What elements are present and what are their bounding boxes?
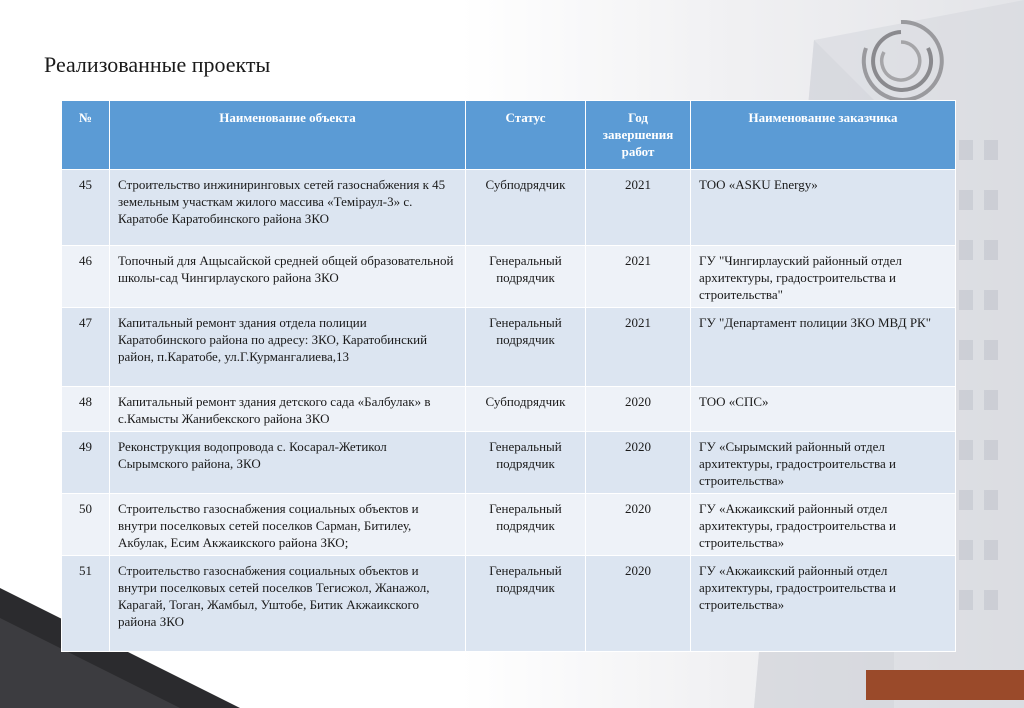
row-customer: ГУ "Департамент полиции ЗКО МВД РК": [691, 308, 956, 387]
row-num: 49: [62, 432, 110, 494]
projects-table: [61, 100, 956, 652]
row-status: Субподрядчик: [466, 387, 586, 432]
row-status: Генеральный подрядчик: [466, 494, 586, 556]
row-name: Топочный для Ащысайской средней общей образовательной школы-сад Чингирлауского района ЗКО: [110, 246, 466, 308]
row-year: 2021: [586, 170, 691, 246]
row-name: Реконструкция водопровода с. Косарал-Жетикол Сырымского района, ЗКО: [110, 432, 466, 494]
table-row: [62, 246, 956, 308]
header-status: Статус: [466, 101, 586, 170]
row-name: Строительство газоснабжения социальных объектов и внутри поселковых сетей поселков Сарман, Битилеу, Акбулак, Есим Акжаикского района ЗКО;: [110, 494, 466, 556]
row-num: 48: [62, 387, 110, 432]
circle-logo-icon: [858, 18, 944, 104]
row-year: 2020: [586, 494, 691, 556]
row-year: 2020: [586, 432, 691, 494]
header-customer: Наименование заказчика: [691, 101, 956, 170]
table-header-row: [62, 101, 956, 170]
row-status: Генеральный подрядчик: [466, 308, 586, 387]
row-name: Строительство газоснабжения социальных объектов и внутри поселковых сетей поселков Тегисжол, Жанажол, Карагай, Тоган, Жамбыл, Уштобе, Битик Акжаикского района ЗКО: [110, 556, 466, 652]
table-row: [62, 308, 956, 387]
row-status: Субподрядчик: [466, 170, 586, 246]
row-name: Строительство инжиниринговых сетей газоснабжения к 45 земельным участкам жилого массива «Теміраул-3» с. Каратобе Каратобинского района ЗКО: [110, 170, 466, 246]
row-num: 50: [62, 494, 110, 556]
table-row: [62, 387, 956, 432]
table-row: [62, 170, 956, 246]
row-customer: ТОО «ASKU Energy»: [691, 170, 956, 246]
table-row: [62, 494, 956, 556]
row-customer: ГУ «Сырымский районный отдел архитектуры, градостроительства и строительства»: [691, 432, 956, 494]
header-name: Наименование объекта: [110, 101, 466, 170]
header-year: Год завершения работ: [586, 101, 691, 170]
row-num: 46: [62, 246, 110, 308]
row-name: Капитальный ремонт здания отдела полиции Каратобинского района по адресу: ЗКО, Каратобинский район, п.Каратобе, ул.Г.Курмангалиева,13: [110, 308, 466, 387]
table-row: [62, 556, 956, 652]
row-customer: ТОО «СПС»: [691, 387, 956, 432]
row-customer: ГУ «Акжаикский районный отдел архитектуры, градостроительства и строительства»: [691, 556, 956, 652]
row-num: 45: [62, 170, 110, 246]
table-row: [62, 432, 956, 494]
row-year: 2021: [586, 308, 691, 387]
row-year: 2021: [586, 246, 691, 308]
row-num: 47: [62, 308, 110, 387]
row-num: 51: [62, 556, 110, 652]
row-status: Генеральный подрядчик: [466, 246, 586, 308]
row-status: Генеральный подрядчик: [466, 556, 586, 652]
header-num: №: [62, 101, 110, 170]
row-customer: ГУ «Акжаикский районный отдел архитектуры, градостроительства и строительства»: [691, 494, 956, 556]
accent-bar: [866, 670, 1024, 700]
row-year: 2020: [586, 387, 691, 432]
row-status: Генеральный подрядчик: [466, 432, 586, 494]
row-year: 2020: [586, 556, 691, 652]
row-customer: ГУ "Чингирлауский районный отдел архитектуры, градостроительства и строительства": [691, 246, 956, 308]
row-name: Капитальный ремонт здания детского сада «Балбулак» в с.Камысты Жанибекского района ЗКО: [110, 387, 466, 432]
page-title: Реализованные проекты: [44, 52, 271, 77]
